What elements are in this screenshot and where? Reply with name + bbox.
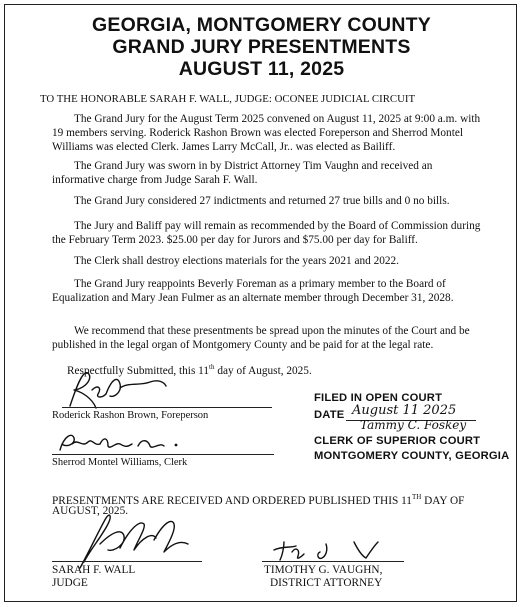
document-date: AUGUST 11, 2025 [178, 58, 345, 80]
paragraph-indictments: The Grand Jury considered 27 indictments and returned 27 true bills and 0 no bills. [74, 195, 450, 207]
salutation: TO THE HONORABLE SARAH F. WALL, JUDGE: OCONEE JUDICIAL CIRCUIT [40, 93, 416, 105]
stamp-county: MONTGOMERY COUNTY, GEORGIA [314, 450, 510, 462]
paragraph-recommendation: We recommend that these presentments be spread upon the minutes of the Court and be published in the legal organ of Montgomery County and be paid for at the legal rate. [52, 325, 470, 351]
paragraph-board-equalization: The Grand Jury reappoints Beverly Foreman as a primary member to the Board of Equalization and Mary Jean Fulmer as an alternate member through December 31, 2028. [52, 278, 454, 304]
judge-title: JUDGE [52, 577, 88, 589]
paragraph-sworn: The Grand Jury was sworn in by District Attorney Tim Vaughn and received an informative charge from Judge Sarah F. Wall. [52, 160, 433, 186]
respectfully-submitted: Respectfully Submitted, this 11th day of August, 2025. [67, 363, 312, 377]
clerk-name: Sherrod Montel Williams, Clerk [52, 457, 188, 468]
order-date: AUGUST, 2025. [52, 505, 129, 517]
paragraph-convened: The Grand Jury for the August Term 2025 convened on August 11, 2025 at 9:00 a.m. with 19 members serving. Roderick Rashon Brown was elected Foreperson and Sherrod Montel Williams was elected Clerk. James Larry McCall, Jr.. was elected as Bailiff. [52, 113, 481, 153]
district-attorney-name: TIMOTHY G. VAUGHN, [264, 564, 383, 576]
stamp-date-handwritten: August 11 2025 [352, 403, 457, 418]
paragraph-elections: The Clerk shall destroy elections materials for the years 2021 and 2022. [74, 255, 400, 267]
stamp-clerk-superior-court: CLERK OF SUPERIOR COURT [314, 435, 481, 447]
clerk-signature-line [52, 454, 274, 455]
order-text: PRESENTMENTS ARE RECEIVED AND ORDERED PUBLISHED THIS 11TH DAY OF [52, 493, 465, 507]
stamp-filed: FILED IN OPEN COURT [314, 392, 443, 404]
district-attorney-title: DISTRICT ATTORNEY [270, 577, 383, 589]
foreperson-signature-line [62, 407, 272, 408]
county-heading: GEORGIA, MONTGOMERY COUNTY [92, 14, 431, 36]
foreperson-name: Roderick Rashon Brown, Foreperson [52, 410, 209, 421]
district-attorney-signature-line [262, 561, 404, 562]
judge-name: SARAH F. WALL [52, 564, 136, 576]
paragraph-pay: The Jury and Baliff pay will remain as recommended by the Board of Commission during the February Term 2023. $25.00 per day for Jurors and $75.00 per day for Baliff. [52, 220, 481, 246]
document-title: GRAND JURY PRESENTMENTS [112, 36, 411, 58]
judge-signature-line [52, 561, 202, 562]
stamp-date-label: DATE [314, 409, 345, 421]
stamp-clerk-signature: Tammy C. Foskey [360, 418, 467, 432]
